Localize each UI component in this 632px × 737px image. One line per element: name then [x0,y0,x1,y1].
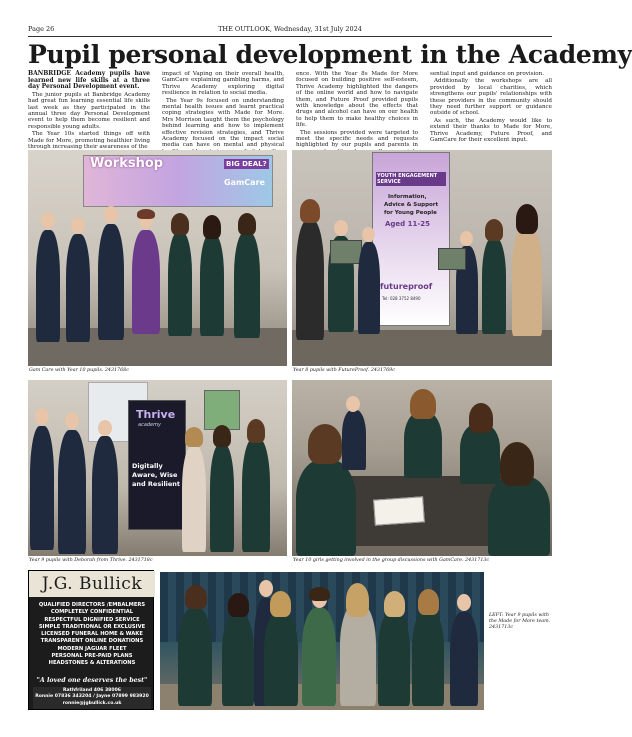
pupil [178,608,212,706]
pupil [342,410,366,470]
pupil [36,230,60,342]
pupil-hair [171,213,189,235]
article-lead: BANBRIDGE Academy pupils have learned new life skills at a three day Personal Development event. [28,70,150,91]
pupil [98,224,124,340]
thrive-text-1: Digitally [132,462,163,470]
advert-contact-box [33,687,151,709]
banner-heading: YOUTH ENGAGEMENT SERVICE [376,172,446,186]
banner-sub-3: for Young People [384,210,437,216]
pupil-hair [485,219,503,241]
pupil [482,238,506,334]
photo-caption: Year 9 pupils with Deborah from Thrive. 2431718c [29,558,153,563]
screen-workshop-text: Workshop [90,156,164,171]
pupil [168,232,192,336]
pupil-head [334,220,348,236]
pupil [92,436,118,554]
pupil [200,234,224,336]
pupil [66,234,90,342]
advert-business-name: J.G. Bullick [29,571,155,597]
advert-service: RESPECTFUL DIGNIFIED SERVICE [44,616,140,623]
pupil [378,612,410,706]
pupil [358,242,380,334]
photo-side-caption: LEFT: Year 9 pupils with the Made for More team. 2431713c [489,613,551,630]
presenter-hair [137,209,155,219]
photo-futureproof-year8 [292,150,552,366]
screen-bigdeal-logo: BIG DEAL? [226,160,267,168]
poster [204,390,240,430]
photo-madeformore-year9 [160,572,484,710]
article-paragraph: sential input and guidance on provision. [430,71,545,77]
advert-service: HEADSTONES & ALTERATIONS [48,660,136,667]
advert-service: TRANSPARENT ONLINE DONATIONS [40,638,144,645]
article-paragraph: The sessions provided were targeted to meet the specific needs and requests highlighted by our pupils and parents in [296,129,418,149]
presenter-hair [346,583,369,617]
publication-line: THE OUTLOOK, Wednesday, 31st July 2024 [218,25,362,33]
advert-service: LICENSED FUNERAL HOME & WAKE [41,631,143,638]
presenter-hair [309,587,330,601]
presenter-hair [185,427,203,447]
pupil-head [98,420,112,436]
advert-address: Rathfriland 406 38006 [63,688,121,693]
worksheet [373,496,425,525]
thrive-brand-sub: academy [138,422,161,428]
pupil [30,426,54,550]
madeformore-presenter [302,608,336,706]
advert-services-list [29,602,155,668]
header-rule [28,36,552,37]
banner-ages: Aged 11-25 [385,220,431,228]
gamcare-presenter [132,230,160,334]
pupil-hair [410,389,436,419]
pupil-hair [247,419,265,443]
pupil-hair [185,585,207,609]
thrive-text-3: and Resilient [132,480,181,488]
pupil [242,438,270,552]
article-paragraph: The Year 10s started things off with Made for More, promoting healthier living through increasing their awareness of the [28,131,150,151]
photo-caption: Year 10 girls getting involved in the group discussions with GamCare. 2431713c [293,558,490,563]
article-column-3 [296,71,418,149]
advert-motto: "A loved one deserves the best" [36,677,148,684]
advert-service: PERSONAL PRE-PAID PLANS [51,653,133,660]
advert-service: MODERN JAGUAR FLEET [57,645,127,652]
banner-brand: futureproof [380,282,433,291]
article-paragraph: ence. With the Year 8s Made for More focused on building positive self-esteem, Thrive Academy highlighted the dangers of the online world and how to navigate them, and Future Proof provided pupils with knowledge about the effects that drugs and alcohol can have on our health to help them to make healthy choices in life. [296,71,418,129]
pupil-head [362,227,375,242]
photo-caption: Year 8 pupils with FutureProof. 2431769c [293,368,395,373]
article-paragraph: impact of Vaping on their overall health, GamCare explaining gambling harms, and Thrive Academy exploring digital resilience in relation to social media. [162,71,284,97]
photo-thrive-year9 [28,380,287,556]
advert-service: SIMPLE TRADITIONAL OR EXCLUSIVE [38,623,146,630]
page-header [28,25,552,35]
pupil-hair [500,442,534,486]
pupil-hair [213,425,231,447]
article-paragraph: As such, the Academy would like to extend their thanks to Made for More, Thrive Academy, Future Proof, and GamCare for their excellent input. [430,117,552,144]
headline: Pupil personal development in the Academy [28,40,632,69]
pupil-hair [308,424,342,464]
pupil-head [104,206,118,223]
banner-phone: Tel: 028 3752 8490 [382,296,421,301]
pupil-head [71,217,85,234]
adult-hair [300,199,320,223]
pupil [264,612,298,706]
pupil-hair [384,591,405,617]
pupil [210,444,234,552]
adult-presenter [296,220,324,340]
madeformore-presenter [340,604,376,706]
adult-presenter [512,226,542,336]
article-paragraph: The Year 9s focused on understanding mental health issues and learnt practical coping strategies with Made for More. Mrs Morrison taught them the psychology behind learning and how to implement effective revision strategies, and Thrive Academy focused on the impact social media can have on mental and physical [162,97,284,149]
award-held [438,248,466,270]
thrive-brand: Thrive [136,408,176,421]
pupil [404,412,442,478]
pupil-hair [270,591,291,617]
article-paragraph: The junior pupils at Banbridge Academy had great fun learning essential life skills last week as they participated in the annual three day Personal Development event to help them become resilient and responsible young adults. [28,91,150,130]
pupil-hair [228,593,249,617]
pupil-head [460,231,473,246]
screen-gamcare-brand: GamCare [224,178,265,187]
award-held [330,240,362,264]
banner-sub-1: Information, [388,194,427,200]
pupil-head [35,408,49,425]
pupil [234,232,260,338]
advert-email: ronnie@jgbullick.co.uk [62,700,122,706]
photo-gamcare-group-discussion [292,380,552,556]
pupil [296,460,356,556]
advert-service: QUALIFIED DIRECTORS /EMBALMERS [38,602,146,608]
pupil [58,430,86,554]
pupil-head [259,580,273,597]
pupil-head [65,412,79,429]
pupil [222,614,254,706]
page-number: Page 26 [28,25,55,33]
pupil [460,424,500,484]
thrive-presenter [182,446,206,552]
advert-phones: Ronnie 07836 343204 / Jayne 07899 983920 [35,694,149,700]
advert-service: COMPLETELY CONFIDENTIAL [50,609,134,616]
pupil-hair [469,403,493,433]
photo-caption: Gam Care with Year 10 pupils. 2431768c [29,368,129,373]
article-column-4 [430,71,552,149]
pupil-head [457,594,471,611]
pupil-head [41,212,55,229]
pupil [412,610,444,706]
pupil-head [346,396,360,412]
thrive-text-2: Aware, Wise [132,471,178,479]
pupil-hair [203,215,221,239]
jg-bullick-advert [28,570,154,710]
pupil [488,476,550,556]
pupil-hair [418,589,439,615]
banner-sub-2: Advice & Support [384,202,439,208]
photo-gamcare-year10 [28,150,287,366]
pupil-hair [238,213,256,235]
article-column-2 [162,71,284,149]
pupil [450,612,478,706]
adult-hair [516,204,538,234]
article-paragraph: Additionally the workshops are all provided by local charities, which strengthens our pupils' relationships with these providers in the community should they need further support or guidance outside of school. [430,78,552,117]
article-column-1 [28,71,150,149]
